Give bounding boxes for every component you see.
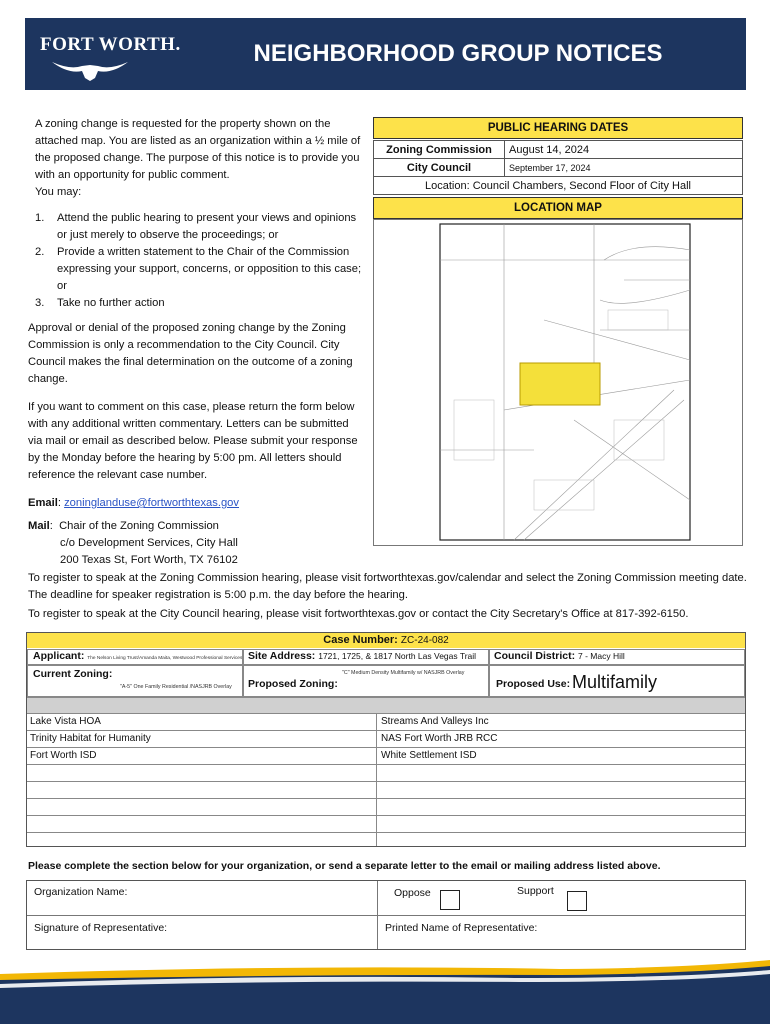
email-line: Email: zoninglanduse@fortworthtexas.gov [28, 497, 239, 509]
table-row [27, 815, 745, 833]
gray-separator [27, 697, 745, 714]
current-zoning-cell: Current Zoning: "A-5" One Family Residential /NASJRB Overlay [27, 665, 243, 697]
proposed-use-value: Multifamily [572, 672, 658, 692]
form-instruction: Please complete the section below for your organization, or send a separate letter to the email or mailing address listed above. [28, 860, 661, 872]
options-list [35, 210, 365, 312]
council-date: September 17, 2024 [505, 159, 743, 177]
mail-label: Mail [28, 520, 50, 532]
oppose-label: Oppose [394, 887, 431, 899]
zoning-date: August 14, 2024 [505, 141, 743, 159]
page-title: NEIGHBORHOOD GROUP NOTICES [253, 40, 663, 67]
footer-swoosh [0, 960, 770, 1024]
list-item: 2. Provide a written statement to the Chair of the Commission expressing your support, concerns, or opposition to this case; or [35, 246, 362, 292]
proposed-zoning-value: "C" Medium Density Multifamily w/ NASJRB Overlay [342, 670, 465, 676]
intro-text [35, 116, 365, 201]
signature-field[interactable]: Signature of Representative: [34, 922, 168, 934]
location-map-heading: LOCATION MAP [373, 197, 743, 219]
site-address-cell: Site Address: 1721, 1725, & 1817 North Las Vegas Trail [243, 649, 489, 665]
applicant-cell: Applicant: The Nelson Living Trust/Amanda Maita, Westwood Professional Services [27, 649, 243, 665]
support-label: Support [517, 885, 554, 897]
table-row [27, 764, 745, 782]
proposed-use-cell: Proposed Use: Multifamily [489, 665, 745, 697]
table-row [27, 781, 745, 799]
email-link[interactable]: zoninglanduse@fortworthtexas.gov [64, 497, 239, 509]
table-row [27, 832, 745, 847]
table-row: Lake Vista HOA Streams And Valleys Inc [27, 713, 745, 731]
hearing-dates-table: Zoning Commission August 14, 2024 City Council September 17, 2024 Location: Council Chambers, Second Floor of City Hall [373, 140, 743, 195]
table-row: Fort Worth ISD White Settlement ISD [27, 747, 745, 765]
support-checkbox[interactable] [567, 891, 587, 911]
printed-name-field[interactable]: Printed Name of Representative: [385, 922, 538, 934]
current-zoning-value: "A-5" One Family Residential /NASJRB Overlay [120, 684, 232, 690]
organization-name-field[interactable]: Organization Name: [34, 886, 128, 898]
subject-property-highlight [520, 363, 600, 405]
intro-paragraph: A zoning change is requested for the property shown on the attached map. You are listed as an organization within a ½ mile of the proposed change. The purpose of this notice is to provide you with an opportunity for public comment. [35, 118, 361, 181]
council-district-cell: Council District: 7 - Macy Hill [489, 649, 745, 665]
case-number: ZC-24-082 [400, 635, 449, 646]
case-number-row: Case Number: ZC-24-082 [27, 633, 745, 648]
list-item: 3. Take no further action [35, 297, 165, 309]
response-form [26, 880, 746, 950]
location-map [373, 219, 743, 546]
council-district-value: 7 - Macy Hill [578, 651, 625, 661]
email-label: Email [28, 497, 58, 509]
list-item: 1. Attend the public hearing to present your views and opinions or just merely to observe the proceedings; or [35, 212, 357, 241]
register-zoning-text: To register to speak at the Zoning Commission hearing, please visit fortworthtexas.gov/calendar and select the Zoning Commission meeting date. The deadline for speaker registration is 5:00 p.m. the day before the hearing. [28, 572, 747, 601]
logo-text: FORT WORTH. [40, 34, 181, 55]
approval-paragraph: Approval or denial of the proposed zoning change by the Zoning Commission is only a recommendation to the City Council. City Council makes the final determination on the outcome of a zoning change. [28, 322, 353, 385]
comment-paragraph: If you want to comment on this case, please return the form below with any additional written commentary. Letters can be submitted via mail or email as described below. Please submit your response by the Monday before the hearing by 5:00 pm. All letters should reference the relevant case number. [28, 401, 358, 481]
you-may-label: You may: [35, 186, 82, 198]
oppose-checkbox[interactable] [440, 890, 460, 910]
hearing-dates-heading: PUBLIC HEARING DATES [373, 117, 743, 139]
applicant-value: The Nelson Living Trust/Amanda Maita, Westwood Professional Services [87, 656, 243, 661]
longhorn-icon [50, 56, 130, 82]
register-council-text: To register to speak at the City Council hearing, please visit fortworthtexas.gov or contact the City Secretary's Office at 817-392-6150. [28, 608, 689, 620]
table-row [27, 798, 745, 816]
hearing-location: Location: Council Chambers, Second Floor of City Hall [374, 177, 743, 195]
proposed-zoning-cell: "C" Medium Density Multifamily w/ NASJRB Overlay Proposed Zoning: [243, 665, 489, 697]
fort-worth-logo [38, 34, 181, 84]
mail-address: Mail: Chair of the Zoning Commission c/o Development Services, City Hall 200 Texas St, Fort Worth, TX 76102 [28, 520, 238, 566]
table-row: Trinity Habitat for Humanity NAS Fort Worth JRB RCC [27, 730, 745, 748]
site-address-value: 1721, 1725, & 1817 North Las Vegas Trail [318, 651, 477, 661]
